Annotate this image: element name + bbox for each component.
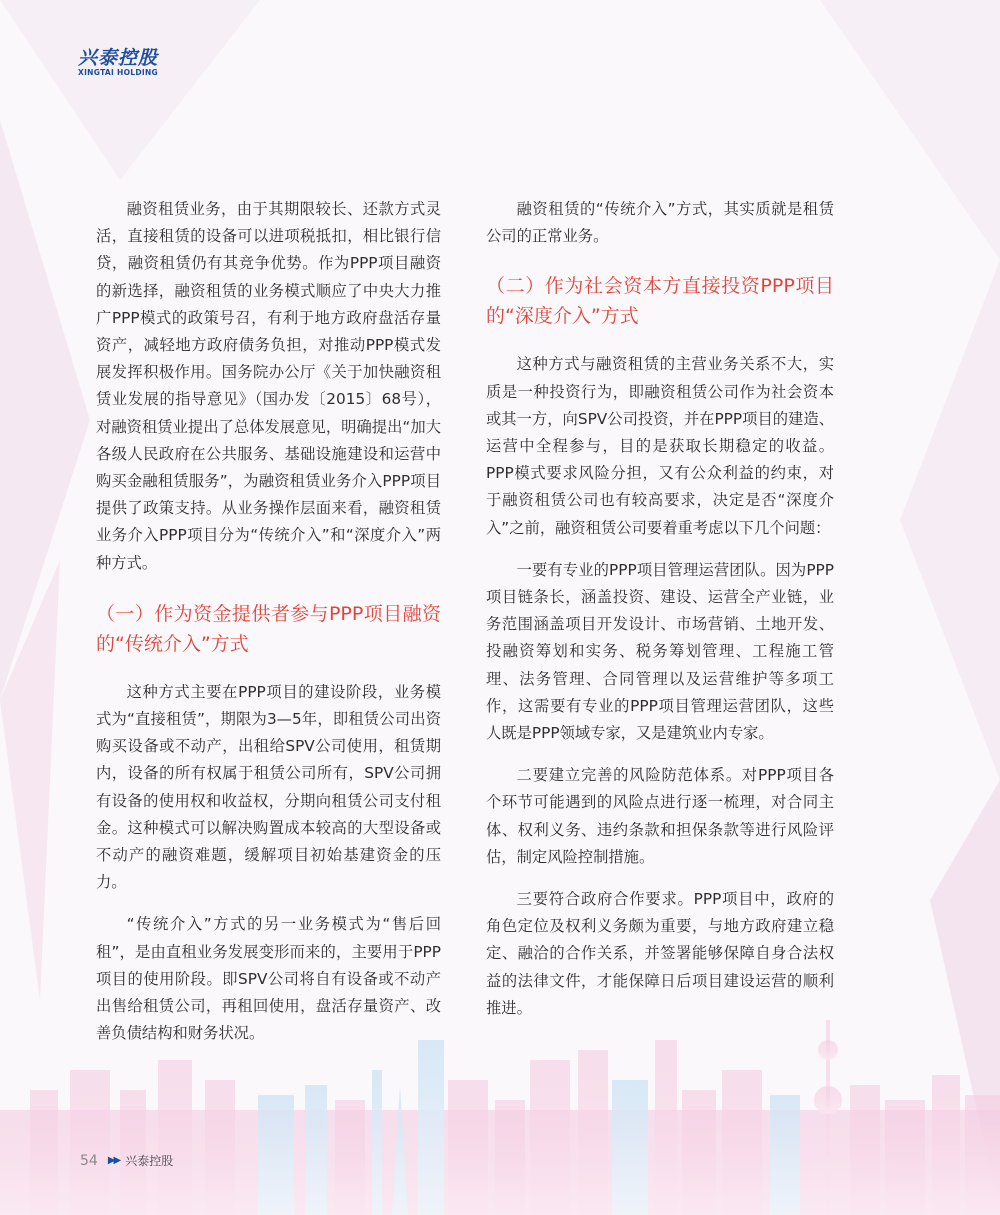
- paragraph: 一要有专业的PPP项目管理运营团队。因为PPP项目链条长，涵盖投资、建设、运营全产业链，业务范围涵盖项目开发设计、市场营销、土地开发、投融资筹划和实务、税务筹划管理、工程施工管理、法务管理、合同管理以及运营维护等多项工作，这需要有专业的PPP项目管理运营团队，这些人既是PPP领域专家，又是建筑业内专家。: [486, 560, 834, 743]
- logo-chinese: 兴泰控股: [78, 47, 159, 69]
- paragraph: 这种方式与融资租赁的主营业务关系不大，实质是一种投资行为，即融资租赁公司作为社会资本或其一方，向SPV公司投资，并在PPP项目的建造、运营中全程参与，目的是获取长期稳定的收益。PPP模式要求风险分担，又有公众利益的约束，对于融资租赁公司也有较高要求，决定是否“深度介入”之前，融资租赁公司要着重考虑以下几个问题：: [486, 355, 834, 537]
- paragraph: 二要建立完善的风险防范体系。对PPP项目各个环节可能遇到的风险点进行逐一梳理，对合同主体、权利义务、违约条款和担保条款等进行风险评估，制定风险控制措施。: [486, 766, 834, 866]
- right-column: [486, 196, 834, 1037]
- double-chevron-right-icon: ▶▶: [107, 1155, 120, 1166]
- page-footer: [80, 1152, 173, 1169]
- paragraph: “传统介入”方式的另一业务模式为“售后回租”，是由直租业务发展变形而来的，主要用于PPP项目的使用阶段。即SPV公司将自有设备或不动产出售给租赁公司，再租回使用，盘活存量资产、改善负债结构和财务状况。: [96, 915, 441, 1043]
- page-number: 54: [80, 1152, 98, 1169]
- footer-brand: 兴泰控股: [125, 1154, 174, 1168]
- paragraph: 融资租赁的“传统介入”方式，其实质就是租赁公司的正常业务。: [486, 200, 834, 246]
- section-heading-one: （一）作为资金提供者参与PPP项目融资的“传统介入”方式: [96, 602, 441, 655]
- paragraph: 三要符合政府合作要求。PPP项目中，政府的角色定位及权利义务颇为重要，与地方政府建立稳定、融洽的合作关系，并签署能够保障自身合法权益的法律文件，才能保障日后项目建设运营的顺利推进。: [486, 890, 834, 1017]
- section-heading-two: （二）作为社会资本方直接投资PPP项目的“深度介入”方式: [486, 275, 834, 328]
- logo-english: XINGTAI HOLDING: [78, 68, 158, 77]
- paragraph: 这种方式主要在PPP项目的建设阶段，业务模式为“直接租赁”，期限为3—5年，即租赁公司出资购买设备或不动产，出租给SPV公司使用，租赁期内，设备的所有权属于租赁公司所有，SPV公司拥有设备的使用权和收益权，分期向租赁公司支付租金。这种模式可以解决购置成本较高的大型设备或不动产的融资难题，缓解项目初始基建资金的压力。: [96, 682, 441, 892]
- left-column: [96, 196, 441, 1062]
- paragraph: 融资租赁业务，由于其期限较长、还款方式灵活，直接租赁的设备可以进项税抵扣，相比银行信贷，融资租赁仍有其竞争优势。作为PPP项目融资的新选择，融资租赁的业务模式顺应了中央大力推广PPP模式的政策号召，有利于地方政府盘活存量资产，减轻地方政府债务负担，对推动PPP模式发展发挥积极作用。国务院办公厅《关于加快融资租赁业发展的指导意见》（国办发〔2015〕68号），对融资租赁业提出了总体发展意见，明确提出“加大各级人民政府在公共服务、基础设施建设和运营中购买金融租赁服务”，为融资租赁业务介入PPP项目提供了政策支持。从业务操作层面来看，融资租赁业务介入PPP项目分为“传统介入”和“深度介入”两种方式。: [96, 200, 441, 572]
- header-logo: [78, 48, 158, 77]
